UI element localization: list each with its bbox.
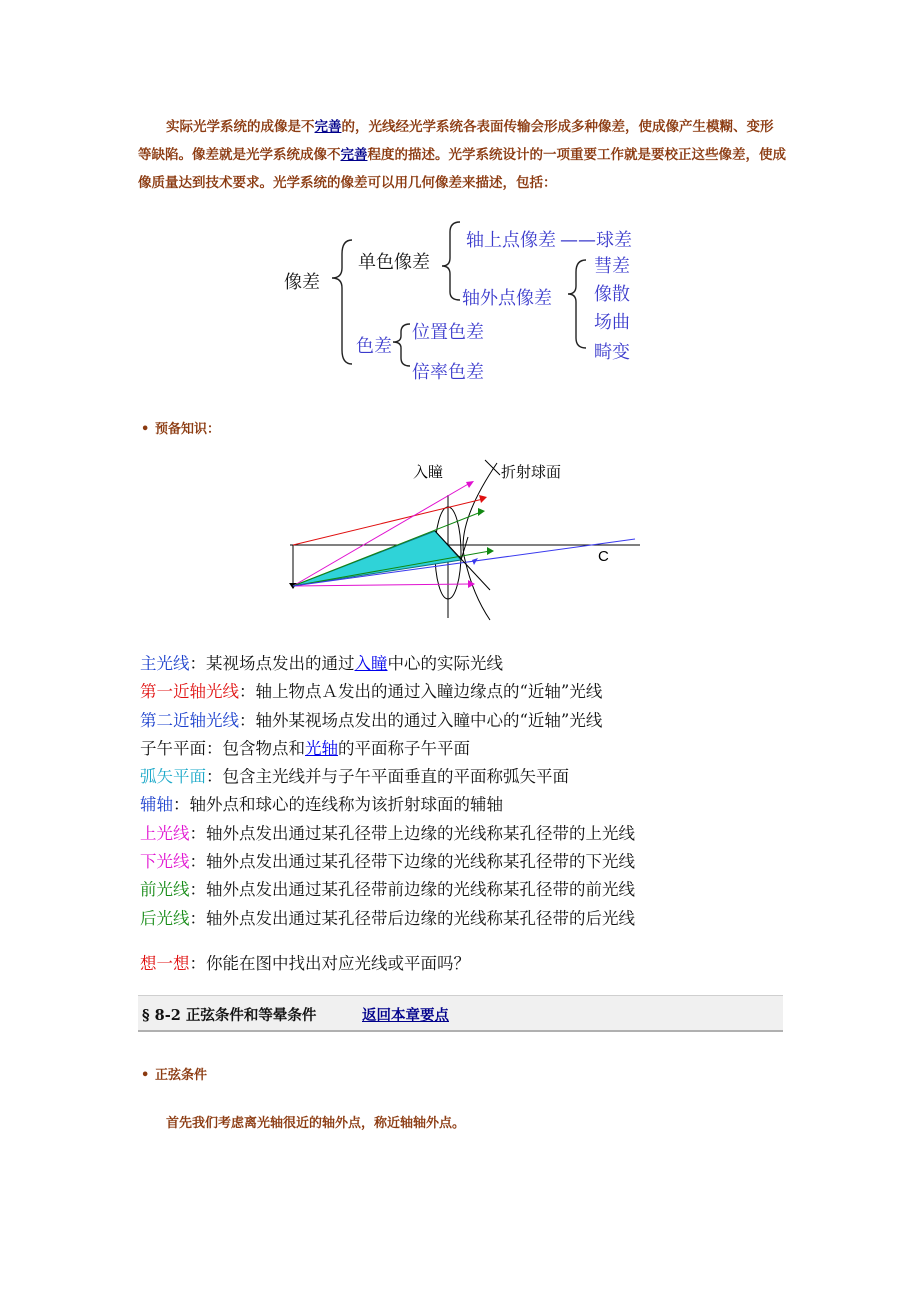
intro-text-2: 的，光线经光学系统各表面传输会形成多种像差，使成像产生模糊、变形等缺陷。像差就是光学系统成像不 (138, 119, 774, 163)
think-line (140, 950, 470, 974)
definition-term: 上光线 (140, 823, 190, 843)
optics-figure (285, 455, 640, 625)
definition-text: ：轴外点发出通过某孔径带前边缘的光线称某孔径带的前光线 (189, 880, 635, 900)
back-to-chapter-link[interactable]: 返回本章要点 (362, 1008, 449, 1024)
definition-text: ：某视场点发出的通过 (189, 654, 355, 673)
definition-link[interactable]: 光轴 (305, 738, 338, 758)
definition-line (140, 678, 635, 706)
tree-root: 像差 (284, 272, 320, 293)
definition-term: 下光线 (140, 852, 190, 872)
tree-spherical: ——球差 (560, 230, 632, 251)
definition-line (140, 820, 635, 848)
tree-on-axis: 轴上点像差 (466, 230, 556, 251)
definition-text: ：轴外某视场点发出的通过入瞳中心的“近轴”光线 (239, 710, 603, 730)
definition-line (140, 763, 635, 791)
definition-text: ：包含物点和 (206, 738, 305, 758)
definition-link[interactable]: 入瞳 (354, 654, 388, 673)
intro-text-3: 程度的描述。光学系统设计的一项重要工作就是要校正这些像差，使成像质量达到技术要求。光学系统的像差可以用几何像差来描述，包括： (138, 147, 786, 191)
definition-term: 子午平面 (140, 738, 206, 758)
refracting-surface-arc (463, 463, 497, 620)
sine-condition-paragraph: 首先我们考虑离光轴很近的轴外点，称近轴轴外点。 (166, 1116, 466, 1131)
definition-text: ：轴外点发出通过某孔径带后边缘的光线称某孔径带的后光线 (189, 908, 635, 928)
bullet-dot: • (141, 422, 150, 437)
definition-term: 第一近轴光线 (140, 682, 239, 702)
tree-chromatic: 色差 (356, 336, 392, 357)
definition-term: 弧矢平面 (140, 767, 206, 787)
link-wanshan-1[interactable]: 完善 (314, 119, 342, 135)
bullet-sine-condition (141, 1064, 207, 1083)
definition-term: 第二近轴光线 (140, 710, 239, 730)
optics-diagram (285, 455, 640, 625)
entrance-pupil-label: 入瞳 (413, 463, 444, 481)
definition-line (140, 735, 635, 763)
section-header (138, 995, 783, 1032)
refracting-surface-label: 折射球面 (501, 463, 562, 481)
front-ray (293, 512, 481, 586)
bullet-dot: • (141, 1068, 150, 1083)
tree-off-axis: 轴外点像差 (462, 288, 552, 309)
bullet-prerequisites-label: 预备知识： (155, 422, 221, 437)
definition-line (140, 905, 635, 933)
center-label: C (598, 548, 609, 565)
definition-text-tail: 中心的实际光线 (387, 654, 503, 673)
aberration-tree (280, 218, 640, 383)
definition-line (140, 791, 635, 819)
tree-coma: 彗差 (594, 256, 630, 277)
section-title: § 8-2 正弦条件和等晕条件 (142, 1007, 317, 1024)
bullet-sine-condition-label: 正弦条件 (155, 1068, 208, 1083)
definition-term: 前光线 (140, 880, 190, 900)
tree-magnification-chromatic: 倍率色差 (412, 362, 484, 383)
tree-field-curvature: 场曲 (594, 312, 630, 333)
definition-text: ：包含主光线并与子午平面垂直的平面称弧矢平面 (206, 767, 569, 787)
tree-monochromatic: 单色像差 (358, 252, 430, 273)
definition-text: ：轴外点和球心的连线称为该折射球面的辅轴 (173, 795, 503, 815)
intro-text-1: 实际光学系统的成像是不 (166, 119, 315, 135)
lower-ray (293, 584, 470, 586)
intro-paragraph (138, 113, 786, 197)
tree-astigmatism: 像散 (594, 284, 630, 305)
bullet-prerequisites (141, 418, 220, 437)
definition-term: 后光线 (140, 908, 190, 928)
think-text: ：你能在图中找出对应光线或平面吗？ (189, 954, 470, 973)
definition-line (140, 650, 635, 678)
definition-text: ：轴外点发出通过某孔径带上边缘的光线称某孔径带的上光线 (189, 823, 635, 843)
think-term: 想一想 (140, 954, 190, 973)
definition-text: ：轴外点发出通过某孔径带下边缘的光线称某孔径带的下光线 (189, 852, 635, 872)
definition-term: 主光线 (140, 654, 190, 673)
link-wanshan-2[interactable]: 完善 (340, 147, 368, 163)
definition-line (140, 848, 635, 876)
definition-text: ：轴上物点Ａ发出的通过入瞳边缘点的“近轴”光线 (239, 682, 603, 702)
definition-text-tail: 的平面称子午平面 (338, 738, 470, 758)
definition-line (140, 876, 635, 904)
definitions-list (140, 650, 635, 933)
definition-line (140, 707, 635, 735)
definition-term: 辅轴 (140, 795, 173, 815)
tree-distortion: 畸变 (594, 342, 630, 363)
tree-position-chromatic: 位置色差 (412, 322, 484, 343)
